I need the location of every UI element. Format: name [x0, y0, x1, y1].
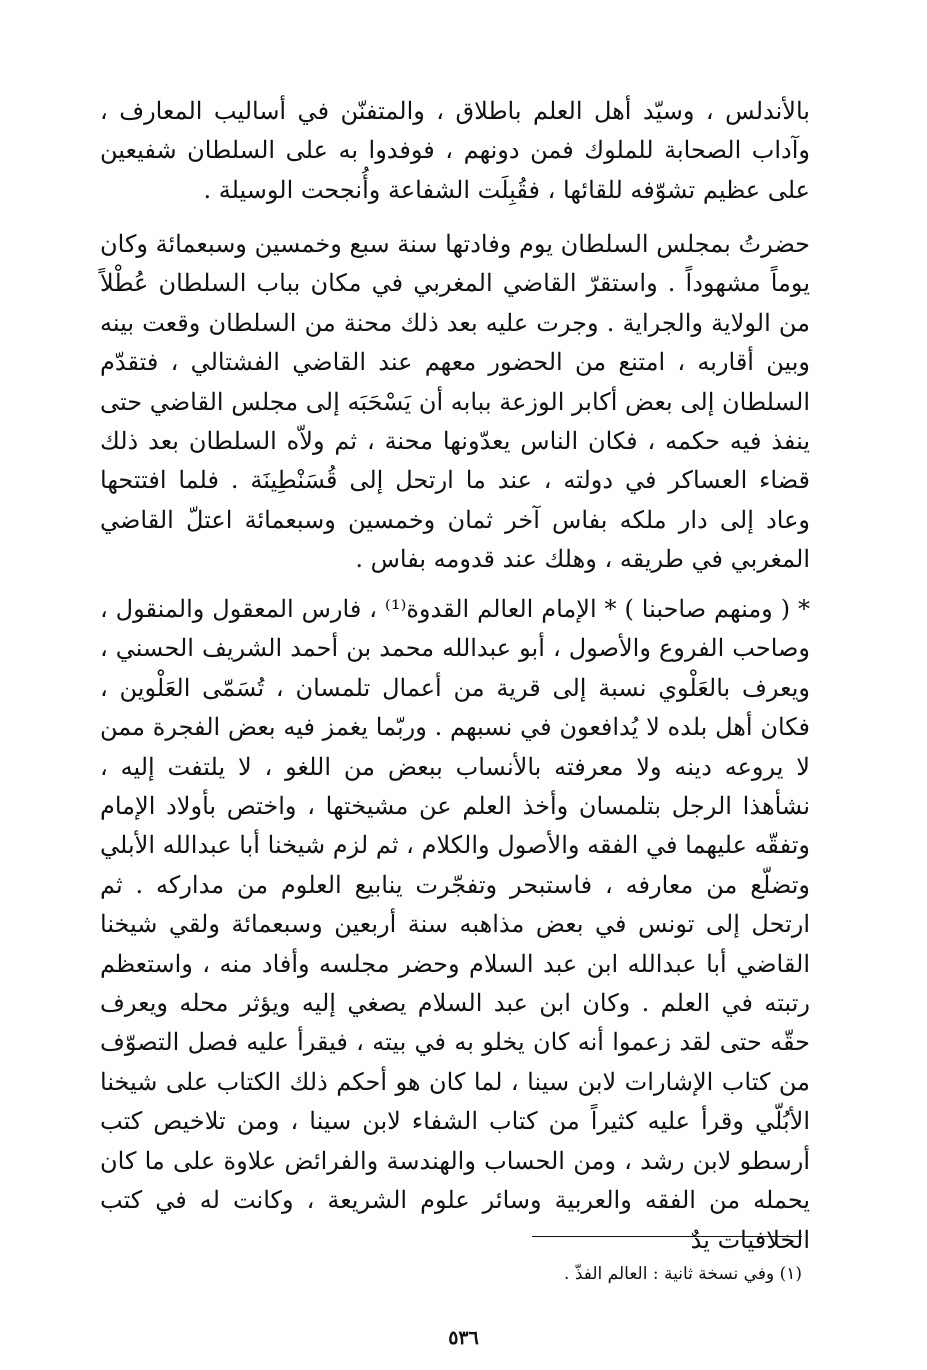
- paragraph-2: حضرتُ بمجلس السلطان يوم وفادتها سنة سبع وخمسين وسبعمائة وكان يوماً مشهوداً . واستقرّ القاضي المغربي في مكان بباب السلطان عُطْلاً من الولاية والجراية . وجرت عليه بعد ذلك محنة من السلطان وقعت بينه وبين أقاربه ، امتنع من الحضور معهم عند القاضي الفشتالي ، فتقدّم السلطان إلى بعض أكابر الوزعة ببابه أن يَسْحَبَه إلى مجلس القاضي حتى ينفذ فيه حكمه ، فكان الناس يعدّونها محنة ، ثم ولاّه السلطان بعد ذلك قضاء العساكر في دولته ، عند ما ارتحل إلى قُسَنْطِينَة . فلما افتتحها وعاد إلى دار ملكه بفاس آخر ثمان وخمسين وسبعمائة اعتلّ القاضي المغربي في طريقه ، وهلك عند قدومه بفاس .: [100, 230, 811, 574]
- paragraph-3: * ( ومنهم صاحبنا ) * الإمام العالم القدوة⁽¹⁾ ، فارس المعقول والمنقول ، وصاحب الفروع والأصول ، أبو عبدالله محمد بن أحمد الشريف الحسني ، ويعرف بالعَلْوي نسبة إلى قرية من أعمال تلمسان ، تُسَمّى العَلْوين ، فكان أهل بلده لا يُدافعون في نسبهم . وربّما يغمز فيه بعض الفجرة ممن لا يروعه دينه ولا معرفته بالأنساب ببعض من اللغو ، لا يلتفت إليه ، نشأهذا الرجل بتلمسان وأخذ العلم عن مشيختها ، واختص بأولاد الإمام وتفقّه عليهما في الفقه والأصول والكلام ، ثم لزم شيخنا أبا عبدالله الأبلي وتضلّع من معارفه ، فاستبحر وتفجّرت ينابيع العلوم من مداركه . ثم ارتحل إلى تونس في بعض مذاهبه سنة أربعين وسبعمائة ولقي شيخنا القاضي أبا عبدالله ابن عبد السلام وحضر مجلسه وأفاد منه ، واستعظم رتبته في العلم . وكان ابن عبد السلام يصغي إليه ويؤثر محله ويعرف حقّه حتى لقد زعموا أنه كان يخلو به في بيته ، فيقرأ عليه فصل التصوّف من كتاب الإشارات لابن سينا ، لما كان هو أحكم ذلك الكتاب على شيخنا الأبُلّي وقرأ عليه كثيراً من كتاب الشفاء لابن سينا ، ومن تلاخيص كتب أرسطو لابن رشد ، ومن الحساب والهندسة والفرائض علاوة على ما كان يحمله من الفقه والعربية وسائر علوم الشريعة ، وكانت له في كتب الخلافيات يدٌ: [100, 595, 811, 1254]
- paragraph-1: بالأندلس ، وسيّد أهل العلم باطلاق ، والمتفنّن في أساليب المعارف ، وآداب الصحابة للملوك فمن دونهم ، فوفدوا به على السلطان شفيعين على عظيم تشوّفه للقائها ، فقُبِلَت الشفاعة وأُنجحت الوسيلة .: [100, 97, 811, 204]
- text-block-continuation: [100, 92, 810, 210]
- text-block-main: [100, 225, 810, 580]
- footnote: (١) وفي نسخة ثانية : العالم الفذّ .: [564, 1264, 802, 1284]
- footnote-divider: [532, 1236, 802, 1237]
- text-block-biography: [100, 590, 810, 1260]
- page-number: ٥٣٦: [448, 1327, 479, 1349]
